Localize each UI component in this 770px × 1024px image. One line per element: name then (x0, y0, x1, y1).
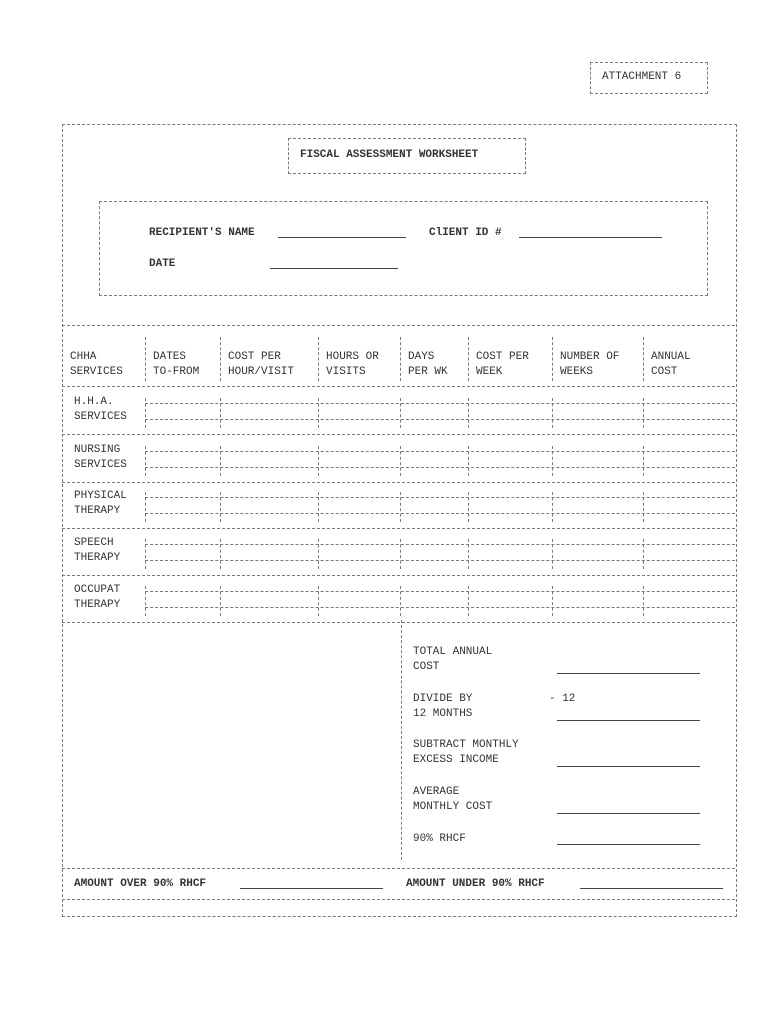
row-column-divider (400, 446, 401, 476)
average-monthly-cost-label: AVERAGE MONTHLY COST (413, 786, 493, 813)
date-field[interactable] (270, 268, 398, 269)
row-column-divider (643, 539, 644, 569)
worksheet-title: FISCAL ASSESSMENT WORKSHEET (300, 149, 479, 161)
header-column-divider (145, 337, 146, 381)
row-column-divider (468, 492, 469, 522)
row-column-divider (468, 446, 469, 476)
row-column-divider (468, 398, 469, 428)
row-fill-line (145, 544, 735, 545)
row-column-divider (468, 586, 469, 616)
header-column-divider (468, 337, 469, 381)
row-fill-line (145, 451, 735, 452)
service-label: H.H.A. SERVICES (74, 396, 127, 423)
rhcf-90-field[interactable] (557, 844, 700, 845)
row-separator (62, 575, 735, 576)
row-column-divider (643, 398, 644, 428)
amount-over-field[interactable] (240, 888, 383, 889)
row-column-divider (220, 539, 221, 569)
header-column-divider (400, 337, 401, 381)
row-separator (62, 528, 735, 529)
row-separator (62, 434, 735, 435)
client-id-field[interactable] (519, 237, 662, 238)
subtract-excess-income-label: SUBTRACT MONTHLY EXCESS INCOME (413, 739, 519, 766)
row-fill-line (145, 497, 735, 498)
column-header: ANNUAL COST (651, 351, 691, 378)
row-fill-line (145, 591, 735, 592)
recipient-name-label: RECIPIENT'S NAME (149, 227, 255, 239)
column-header: COST PER HOUR/VISIT (228, 351, 295, 378)
column-header: DATES TO-FROM (153, 351, 200, 378)
header-column-divider (318, 337, 319, 381)
column-header: COST PER WEEK (476, 351, 529, 378)
row-column-divider (220, 446, 221, 476)
header-column-divider (552, 337, 553, 381)
row-column-divider (318, 586, 319, 616)
row-column-divider (643, 586, 644, 616)
row-column-divider (552, 539, 553, 569)
row-column-divider (145, 492, 146, 522)
service-label: PHYSICAL THERAPY (74, 490, 127, 517)
row-fill-line (145, 513, 735, 514)
row-column-divider (145, 398, 146, 428)
row-column-divider (145, 446, 146, 476)
row-fill-line (145, 467, 735, 468)
row-fill-line (145, 607, 735, 608)
row-column-divider (220, 586, 221, 616)
service-label: NURSING SERVICES (74, 444, 127, 471)
total-annual-cost-field[interactable] (557, 673, 700, 674)
column-header: HOURS OR VISITS (326, 351, 379, 378)
divide-value: - 12 (549, 693, 576, 705)
row-fill-line (145, 419, 735, 420)
row-column-divider (643, 492, 644, 522)
row-column-divider (400, 398, 401, 428)
divide-by-12-label: DIVIDE BY 12 MONTHS (413, 693, 473, 720)
amount-under-field[interactable] (580, 888, 723, 889)
summary-divider (401, 620, 402, 860)
row-column-divider (318, 492, 319, 522)
row-fill-line (145, 403, 735, 404)
row-column-divider (220, 492, 221, 522)
recipient-name-field[interactable] (278, 237, 406, 238)
row-separator (62, 622, 735, 623)
row-column-divider (318, 398, 319, 428)
service-label: SPEECH THERAPY (74, 537, 121, 564)
row-column-divider (318, 446, 319, 476)
row-column-divider (400, 539, 401, 569)
rhcf-90-label: 90% RHCF (413, 833, 466, 845)
header-rule (62, 386, 735, 387)
average-monthly-cost-field[interactable] (557, 813, 700, 814)
row-column-divider (468, 539, 469, 569)
bottom-rule-2 (62, 899, 735, 900)
row-column-divider (552, 586, 553, 616)
row-column-divider (400, 492, 401, 522)
attachment-label: ATTACHMENT 6 (602, 71, 682, 83)
amount-under-label: AMOUNT UNDER 90% RHCF (406, 878, 545, 890)
date-label: DATE (149, 258, 176, 270)
divide-by-12-field[interactable] (557, 720, 700, 721)
row-column-divider (318, 539, 319, 569)
bottom-rule-1 (62, 868, 735, 869)
row-column-divider (552, 446, 553, 476)
row-separator (62, 482, 735, 483)
total-annual-cost-label: TOTAL ANNUAL COST (413, 646, 493, 673)
row-column-divider (220, 398, 221, 428)
row-column-divider (145, 539, 146, 569)
table-top-rule (62, 325, 735, 326)
column-header: CHHA SERVICES (70, 351, 123, 378)
subtract-excess-income-field[interactable] (557, 766, 700, 767)
row-column-divider (552, 398, 553, 428)
header-column-divider (643, 337, 644, 381)
service-label: OCCUPAT THERAPY (74, 584, 121, 611)
row-column-divider (552, 492, 553, 522)
recipient-box (99, 201, 708, 296)
row-column-divider (643, 446, 644, 476)
column-header: DAYS PER WK (408, 351, 448, 378)
row-column-divider (145, 586, 146, 616)
row-fill-line (145, 560, 735, 561)
column-header: NUMBER OF WEEKS (560, 351, 620, 378)
header-column-divider (220, 337, 221, 381)
client-id-label: ClIENT ID # (429, 227, 502, 239)
amount-over-label: AMOUNT OVER 90% RHCF (74, 878, 207, 890)
row-column-divider (400, 586, 401, 616)
